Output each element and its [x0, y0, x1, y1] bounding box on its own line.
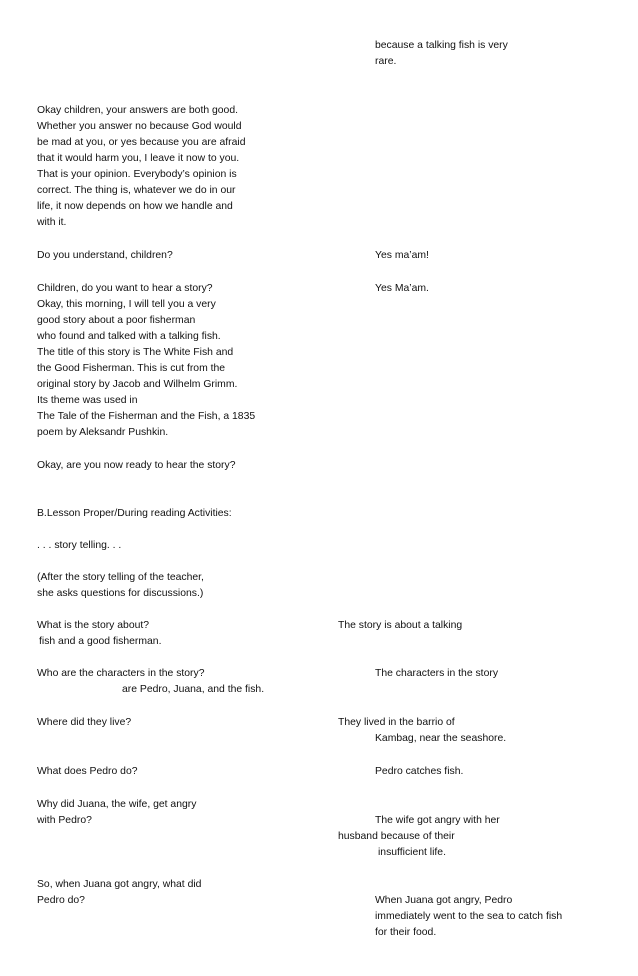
- text-line: that it would harm you, I leave it now to you.: [37, 153, 240, 164]
- pupil-answer: Pedro catches fish.: [375, 766, 464, 777]
- teacher-question: Children, do you want to hear a story?: [37, 283, 213, 294]
- pupil-answer: fish and a good fisherman.: [39, 636, 162, 647]
- text-line: Whether you answer no because God would: [37, 121, 242, 132]
- section-heading: B.Lesson Proper/During reading Activities:: [37, 508, 232, 519]
- teacher-question: Do you understand, children?: [37, 250, 173, 261]
- teacher-question: with Pedro?: [37, 815, 92, 826]
- teacher-question: Why did Juana, the wife, get angry: [37, 799, 197, 810]
- text-line: the Good Fisherman. This is cut from the: [37, 363, 226, 374]
- text-line: poem by Aleksandr Pushkin.: [37, 427, 169, 438]
- text-line: Okay children, your answers are both good.: [37, 105, 238, 116]
- pupil-answer: The wife got angry with her: [375, 815, 500, 826]
- teacher-question: Where did they live?: [37, 717, 132, 728]
- teacher-question: Pedro do?: [37, 895, 85, 906]
- pupil-answer: are Pedro, Juana, and the fish.: [122, 684, 265, 695]
- text-line: good story about a poor fisherman: [37, 315, 196, 326]
- text-line: be mad at you, or yes because you are afraid: [37, 137, 246, 148]
- pupil-answer: husband because of their: [338, 831, 455, 842]
- pupil-answer: Kambag, near the seashore.: [375, 733, 507, 744]
- text-line: correct. The thing is, whatever we do in our: [37, 185, 236, 196]
- text-line: The title of this story is The White Fish and: [37, 347, 234, 358]
- teacher-question: So, when Juana got angry, what did: [37, 879, 202, 890]
- text-line: because a talking fish is very: [375, 40, 508, 51]
- text-line: who found and talked with a talking fish.: [37, 331, 221, 342]
- pupil-answer: immediately went to the sea to catch fish: [375, 911, 563, 922]
- text-line: Okay, this morning, I will tell you a very: [37, 299, 216, 310]
- teacher-question: Who are the characters in the story?: [37, 668, 205, 679]
- pupil-answer: Yes ma’am!: [375, 250, 429, 261]
- teacher-question: What is the story about?: [37, 620, 150, 631]
- teacher-question: Okay, are you now ready to hear the story?: [37, 460, 236, 471]
- text-line: rare.: [375, 56, 397, 67]
- pupil-answer: They lived in the barrio of: [338, 717, 455, 728]
- pupil-answer: for their food.: [375, 927, 437, 938]
- text-line: Its theme was used in: [37, 395, 138, 406]
- pupil-answer: When Juana got angry, Pedro: [375, 895, 513, 906]
- text-line: with it.: [37, 217, 67, 228]
- pupil-answer: Yes Ma’am.: [375, 283, 429, 294]
- pupil-answer: The story is about a talking: [338, 620, 463, 631]
- text-line: The Tale of the Fisherman and the Fish, a 1835: [37, 411, 256, 422]
- teacher-question: What does Pedro do?: [37, 766, 138, 777]
- text-line: she asks questions for discussions.): [37, 588, 204, 599]
- text-line: . . . story telling. . .: [37, 540, 122, 551]
- text-line: original story by Jacob and Wilhelm Grimm.: [37, 379, 238, 390]
- pupil-answer: The characters in the story: [375, 668, 499, 679]
- text-line: That is your opinion. Everybody’s opinion is: [37, 169, 237, 180]
- text-line: life, it now depends on how we handle and: [37, 201, 233, 212]
- pupil-answer: insufficient life.: [378, 847, 446, 858]
- text-line: (After the story telling of the teacher,: [37, 572, 204, 583]
